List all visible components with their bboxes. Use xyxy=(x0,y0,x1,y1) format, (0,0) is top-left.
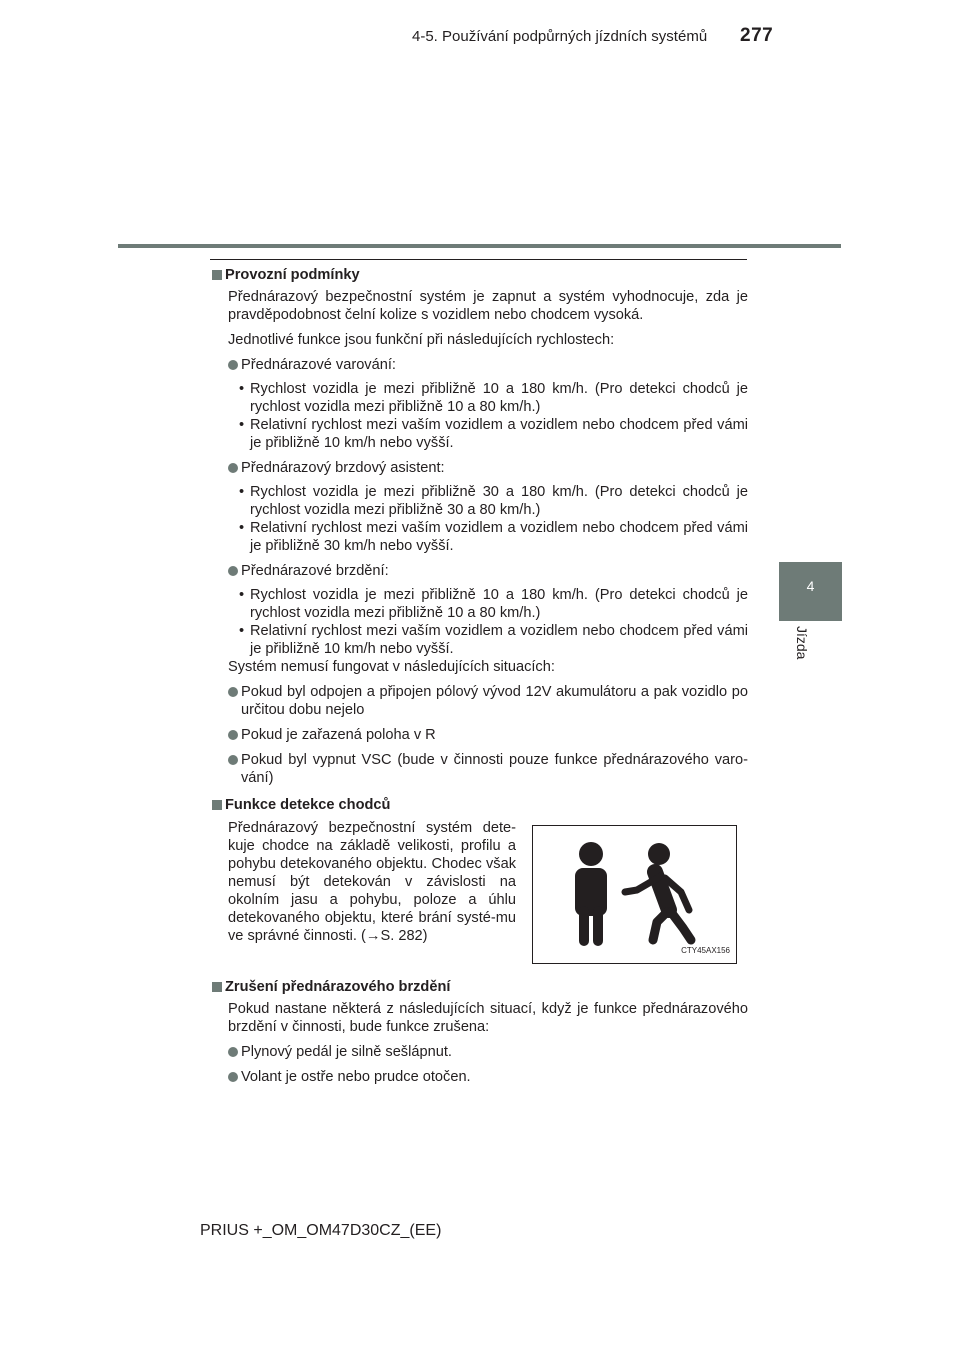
paragraph: Pokud nastane některá z následujících situací, když je funkce přednárazového brzdění v činnosti, bude funkce zrušena: xyxy=(228,1001,748,1035)
chapter-label: Jízda xyxy=(794,626,810,660)
sub-list-item xyxy=(239,380,748,416)
paragraph: Přednárazový bezpečnostní systém je zapnut a systém vyhodnocuje, zda je pravděpodobnost čelní kolize s vozidlem nebo chodcem vysoká. xyxy=(228,289,748,323)
standing-person-icon xyxy=(575,842,607,946)
list-item xyxy=(228,562,748,580)
section-heading xyxy=(212,978,748,996)
document-footer: PRIUS +_OM_OM47D30CZ_(EE) xyxy=(200,1222,442,1239)
figure-code: CTY45AX156 xyxy=(681,946,730,955)
list-item xyxy=(228,356,748,374)
square-bullet-icon xyxy=(212,270,222,280)
list-item-text: Pokud je zařazená poloha v R xyxy=(241,727,436,743)
header-rule xyxy=(118,244,841,248)
sub-list-item-text: Rychlost vozidla je mezi přibližně 30 a 180 km/h. (Pro detekci chodců je rychlost vozidla mezi přibližně 30 a 80 km/h.) xyxy=(250,484,748,518)
list-item-text: Pokud byl vypnut VSC (bude v činnosti pouze funkce přednárazového varo-vání) xyxy=(241,752,748,786)
list-item xyxy=(228,1043,748,1061)
circle-bullet-icon xyxy=(228,1047,238,1057)
section-title: Zrušení přednárazového brzdění xyxy=(225,979,451,995)
list-item xyxy=(228,1068,748,1086)
chapter-number: 4 xyxy=(806,578,815,594)
pedestrian-figure xyxy=(532,825,737,964)
square-bullet-icon xyxy=(212,800,222,810)
walking-person-icon xyxy=(625,843,691,940)
page-content xyxy=(212,266,748,1086)
list-item xyxy=(228,459,748,477)
sub-list-item-text: Relativní rychlost mezi vaším vozidlem a vozidlem nebo chodcem před vámi je přibližně 10 km/h nebo vyšší. xyxy=(250,417,748,451)
sub-list-item xyxy=(239,586,748,622)
section-title: Funkce detekce chodců xyxy=(225,797,391,813)
sub-list-item xyxy=(239,416,748,452)
dot-marker-icon: • xyxy=(239,484,245,500)
sub-list-item-text: Rychlost vozidla je mezi přibližně 10 a 180 km/h. (Pro detekci chodců je rychlost vozidla mezi přibližně 10 a 80 km/h.) xyxy=(250,381,748,415)
section-heading xyxy=(212,796,748,814)
circle-bullet-icon xyxy=(228,1072,238,1082)
sub-list-item xyxy=(239,483,748,519)
section-heading xyxy=(212,266,748,284)
list-item-text: Plynový pedál je silně sešlápnut. xyxy=(241,1044,452,1060)
list-item-text: Přednárazové varování: xyxy=(241,357,396,373)
dot-marker-icon: • xyxy=(239,520,245,536)
dot-marker-icon: • xyxy=(239,417,245,433)
square-bullet-icon xyxy=(212,982,222,992)
list-item-text: Přednárazový brzdový asistent: xyxy=(241,460,445,476)
circle-bullet-icon xyxy=(228,687,238,697)
list-item xyxy=(228,751,748,787)
circle-bullet-icon xyxy=(228,463,238,473)
circle-bullet-icon xyxy=(228,566,238,576)
list-item xyxy=(228,683,748,719)
dot-marker-icon: • xyxy=(239,587,245,603)
list-item xyxy=(228,726,748,744)
section-divider xyxy=(210,259,747,260)
section-title: Provozní podmínky xyxy=(225,267,360,283)
page-number: 277 xyxy=(740,25,774,46)
sub-list-item xyxy=(239,519,748,555)
paragraph: Systém nemusí fungovat v následujících situacích: xyxy=(228,659,555,675)
running-header: 4-5. Používání podpůrných jízdních systémů xyxy=(412,28,708,45)
circle-bullet-icon xyxy=(228,730,238,740)
dot-marker-icon: • xyxy=(239,381,245,397)
sub-list-item-text: Relativní rychlost mezi vaším vozidlem a vozidlem nebo chodcem před vámi je přibližně 30 km/h nebo vyšší. xyxy=(250,520,748,554)
list-item-text: Pokud byl odpojen a připojen pólový vývod 12V akumulátoru a pak vozidlo po určitou dobu nejelo xyxy=(241,684,748,718)
sub-list-item xyxy=(239,622,748,658)
chapter-tab xyxy=(779,562,842,621)
sub-list-item-text: Relativní rychlost mezi vaším vozidlem a vozidlem nebo chodcem před vámi je přibližně 10 km/h nebo vyšší. xyxy=(250,623,748,657)
list-item-text: Volant je ostře nebo prudce otočen. xyxy=(241,1069,471,1085)
circle-bullet-icon xyxy=(228,755,238,765)
sub-list-item-text: Rychlost vozidla je mezi přibližně 10 a 180 km/h. (Pro detekci chodců je rychlost vozidla mezi přibližně 10 a 80 km/h.) xyxy=(250,587,748,621)
circle-bullet-icon xyxy=(228,360,238,370)
paragraph: Jednotlivé funkce jsou funkční při následujících rychlostech: xyxy=(228,332,615,348)
figure-row xyxy=(228,819,748,964)
dot-marker-icon: • xyxy=(239,623,245,639)
paragraph: Přednárazový bezpečnostní systém dete-kuje chodce na základě velikosti, profilu a pohybu detekovaného objektu. Chodec však nemusí být detekován v závislosti na okolním jasu a pohybu, poloze a úhlu detekovaného objektu, které brání systé-mu ve správné činnosti. (→S. 282) xyxy=(228,820,516,944)
list-item-text: Přednárazové brzdění: xyxy=(241,563,389,579)
